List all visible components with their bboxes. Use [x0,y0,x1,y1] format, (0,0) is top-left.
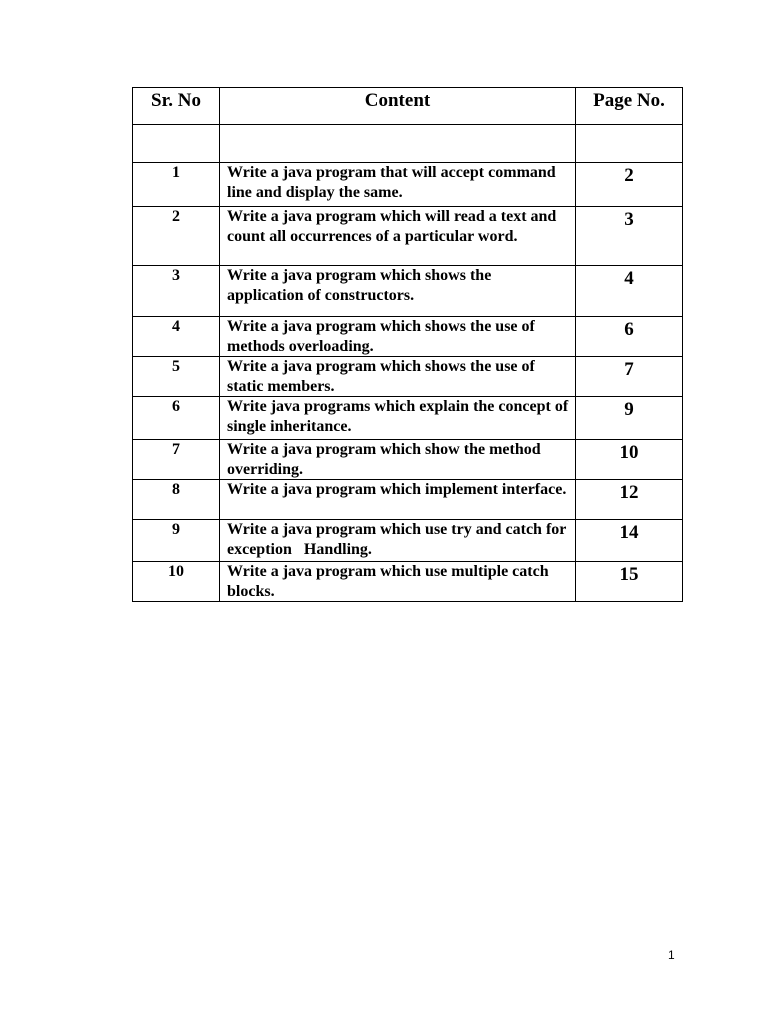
header-content: Content [220,88,576,125]
row-content: Write a java program that will accept command line and display the same. [220,163,576,207]
row-page-no: 10 [576,440,683,480]
blank-cell [576,125,683,163]
table-row [133,207,683,266]
page-number: 1 [668,948,675,962]
row-content: Write a java program which shows the use of methods overloading. [220,317,576,357]
row-sr-no: 3 [133,266,220,317]
table-row [133,357,683,397]
table-row [133,480,683,520]
row-content: Write a java program which will read a text and count all occurrences of a particular word. [220,207,576,266]
row-page-no: 6 [576,317,683,357]
row-page-no: 7 [576,357,683,397]
row-sr-no: 8 [133,480,220,520]
row-sr-no: 7 [133,440,220,480]
row-page-no: 14 [576,520,683,562]
table-row [133,440,683,480]
row-sr-no: 6 [133,397,220,440]
row-page-no: 4 [576,266,683,317]
table-row [133,317,683,357]
blank-cell [220,125,576,163]
row-sr-no: 5 [133,357,220,397]
header-sr-no: Sr. No [133,88,220,125]
table-row [133,520,683,562]
row-page-no: 12 [576,480,683,520]
row-sr-no: 4 [133,317,220,357]
row-page-no: 9 [576,397,683,440]
blank-row [133,125,683,163]
row-sr-no: 9 [133,520,220,562]
row-content: Write java programs which explain the concept of single inheritance. [220,397,576,440]
row-content: Write a java program which shows the application of constructors. [220,266,576,317]
row-sr-no: 1 [133,163,220,207]
blank-cell [133,125,220,163]
row-content: Write a java program which show the method overriding. [220,440,576,480]
contents-table [132,87,683,602]
row-content: Write a java program which use multiple catch blocks. [220,562,576,602]
table-header-row [133,88,683,125]
table-row [133,562,683,602]
row-content: Write a java program which use try and catch for exception Handling. [220,520,576,562]
row-page-no: 3 [576,207,683,266]
table-row [133,397,683,440]
row-sr-no: 10 [133,562,220,602]
table-row [133,266,683,317]
row-page-no: 2 [576,163,683,207]
row-sr-no: 2 [133,207,220,266]
row-page-no: 15 [576,562,683,602]
table-row [133,163,683,207]
header-page-no: Page No. [576,88,683,125]
row-content: Write a java program which shows the use of static members. [220,357,576,397]
row-content: Write a java program which implement interface. [220,480,576,520]
